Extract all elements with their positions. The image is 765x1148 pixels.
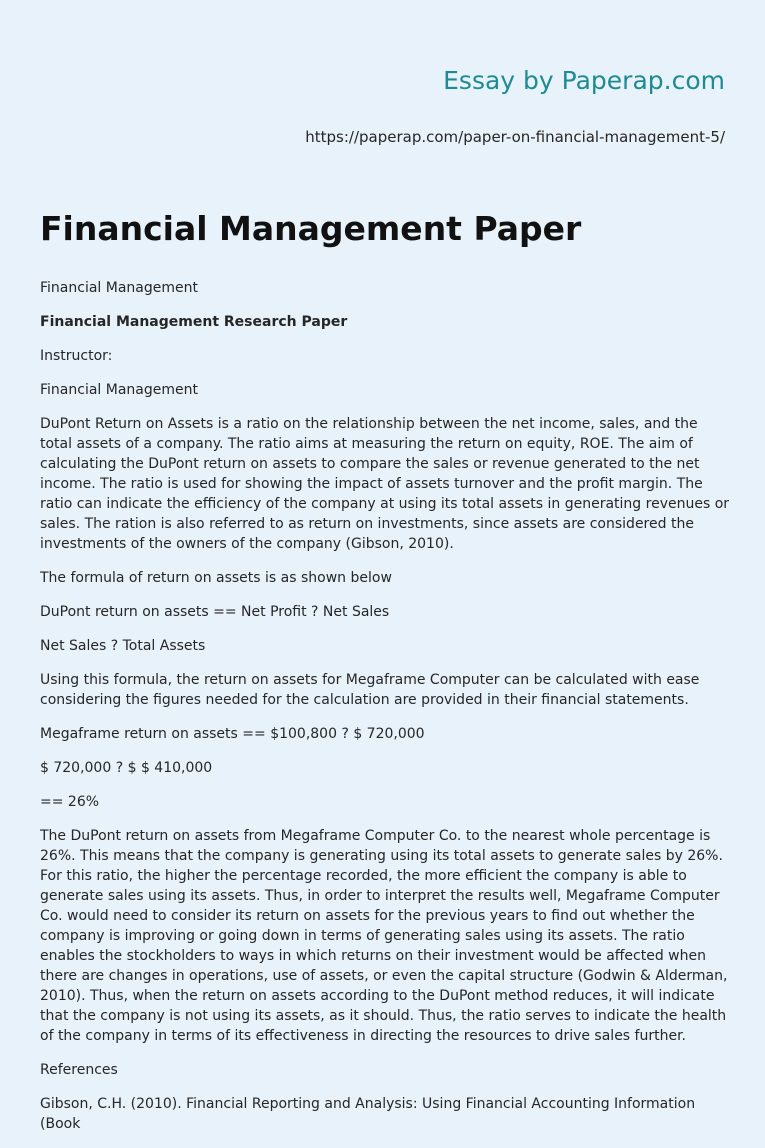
reference-item: Gibson, C.H. (2010). Financial Reporting and Analysis: Using Financial Accounting Information (Book [40, 1096, 696, 1132]
calc-line-1: Megaframe return on assets == $100,800 ? $ 720,000 [40, 726, 425, 742]
references-heading: References [40, 1062, 118, 1078]
formula-line-1: DuPont return on assets == Net Profit ? Net Sales [40, 604, 390, 620]
course-line: Financial Management [40, 280, 198, 296]
calc-line-2: $ 720,000 ? $ $ 410,000 [40, 760, 213, 776]
page-title: Financial Management Paper [40, 209, 582, 248]
using-paragraph: Using this formula, the return on assets for Megaframe Computer can be calculated with ease considering the figures needed for the calculation are provided in their financial statements. [40, 672, 700, 708]
source-url[interactable]: https://paperap.com/paper-on-financial-management-5/ [305, 128, 725, 146]
calc-line-3: == 26% [40, 794, 100, 810]
instructor-line: Instructor: [40, 348, 113, 364]
essay-body [40, 278, 730, 1148]
course-line-2: Financial Management [40, 382, 198, 398]
analysis-paragraph: The DuPont return on assets from Megaframe Computer Co. to the nearest whole percentage is 26%. This means that the company is generating using its total assets to generate sales by 26%. For this ratio, the higher the percentage recorded, the more efficient the company is able to generate sales using its assets. Thus, in order to interpret the results well, Megaframe Computer Co. would need to consider its return on assets for the previous years to find out whether the company is improving or going down in terms of generating sales using its assets. The ratio enables the stockholders to ways in which returns on their investment would be affected when there are changes in operations, use of assets, or even the capital structure (Godwin & Alderman, 2010). Thus, when the return on assets according to the DuPont method reduces, it will indicate that the company is not using its assets, as it should. Thus, the ratio serves to indicate the health of the company in terms of its effectiveness in directing the resources to drive sales further. [40, 828, 728, 1044]
site-brand[interactable]: Essay by Paperap.com [443, 66, 725, 95]
formula-intro: The formula of return on assets is as shown below [40, 570, 392, 586]
intro-paragraph: DuPont Return on Assets is a ratio on the relationship between the net income, sales, and the total assets of a company. The ratio aims at measuring the return on equity, ROE. The aim of calculating the DuPont return on assets to compare the sales or revenue generated to the net income. The ratio is used for showing the impact of assets turnover and the profit margin. The ratio can indicate the efficiency of the company at using its total assets in generating revenues or sales. The ration is also referred to as return on investments, since assets are considered the investments of the owners of the company (Gibson, 2010). [40, 416, 730, 552]
paper-subtitle: Financial Management Research Paper [40, 314, 348, 330]
formula-line-2: Net Sales ? Total Assets [40, 638, 206, 654]
